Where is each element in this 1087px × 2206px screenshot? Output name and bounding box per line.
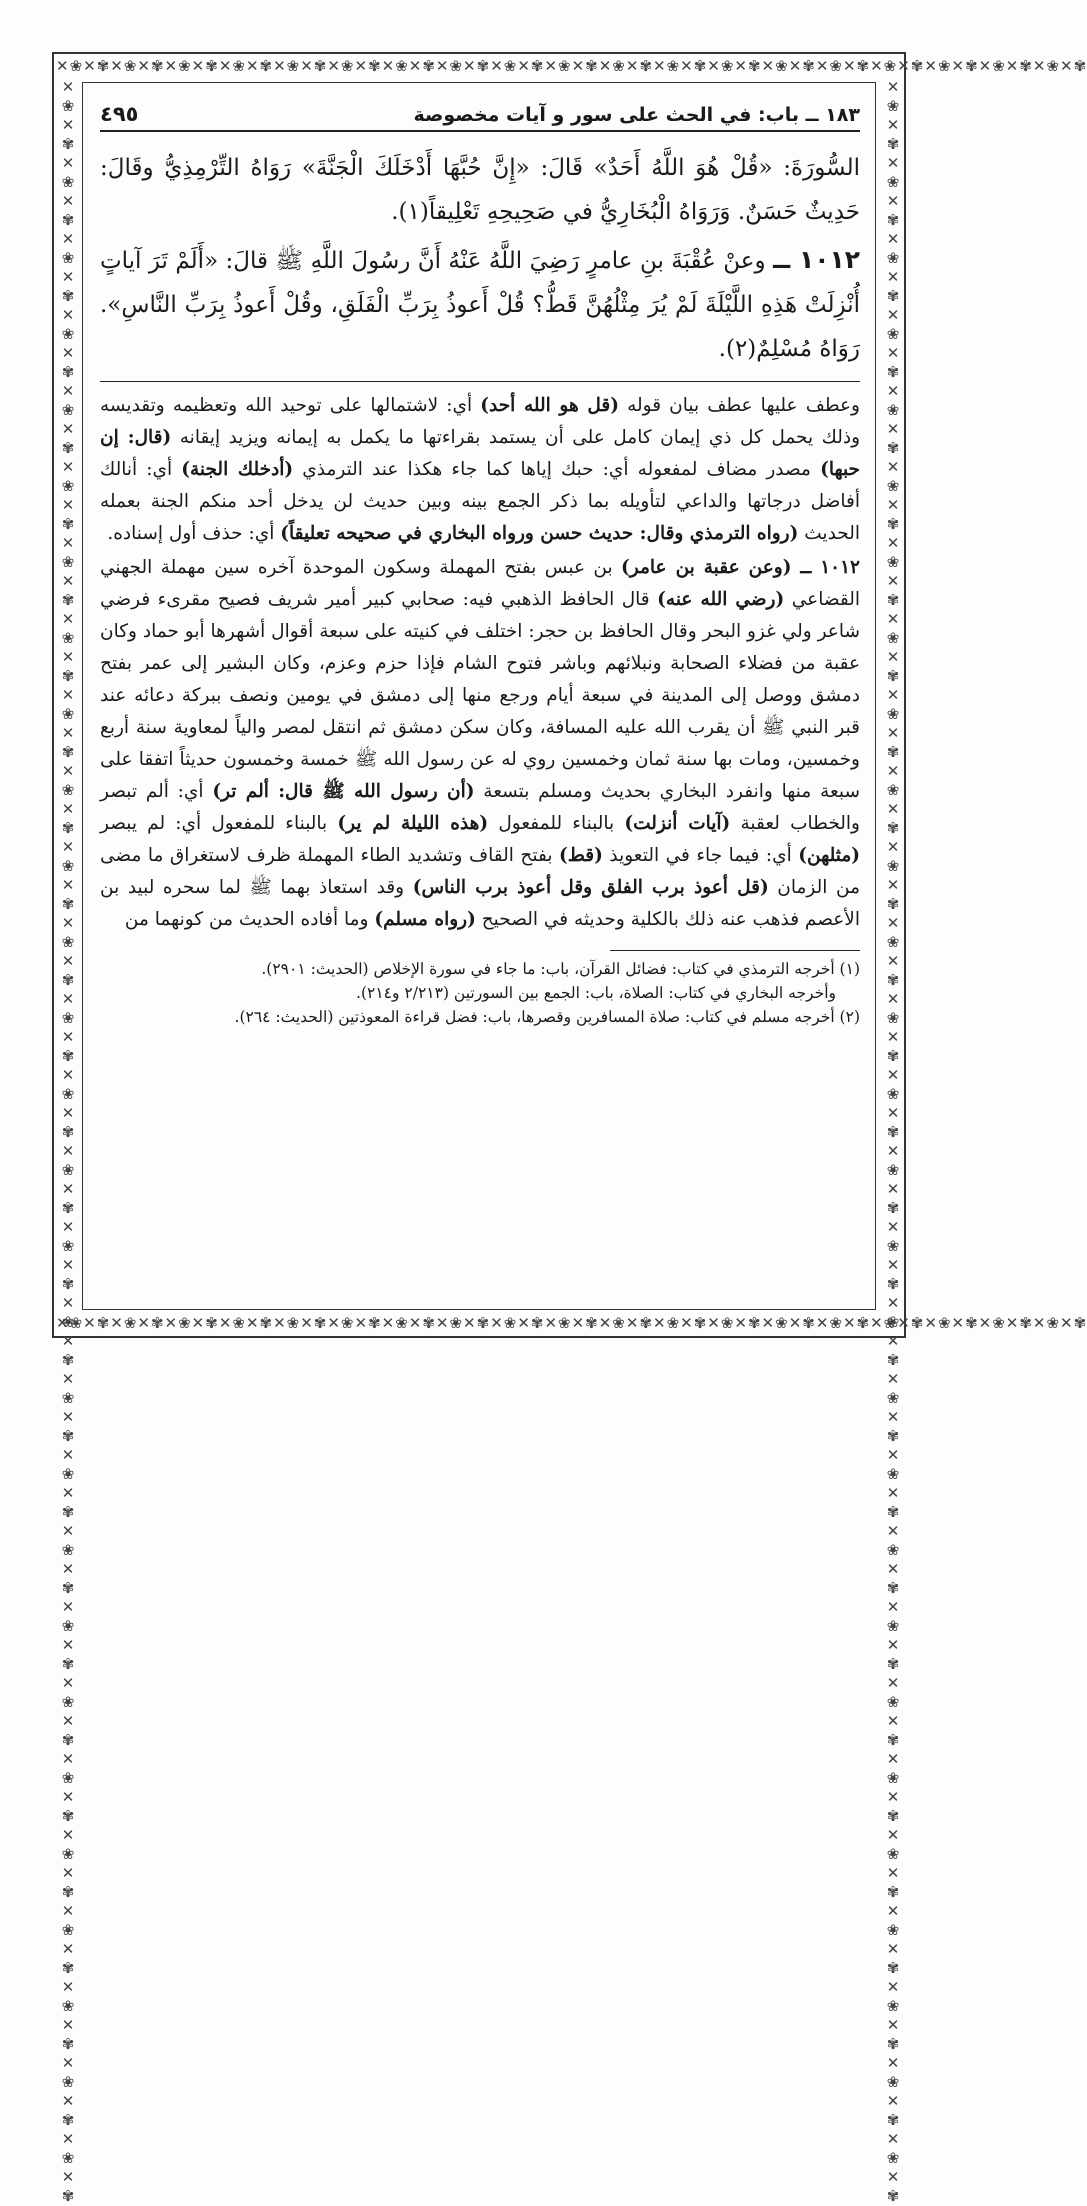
commentary-text: أي: لاشتمالها على توحيد الله وتعظيمه وتقديسه وذلك يحمل كل ذي إيمان كامل على أن يستمد بقراءتها ما يكمل به إيمانه ويزيد إيقانه: [100, 395, 860, 448]
commentary-section: [100, 390, 860, 936]
commentary-quote: (رواه مسلم): [374, 909, 476, 930]
hadith-number: ١٠١٢ ــ: [773, 245, 860, 274]
hadith-text: [100, 146, 860, 371]
page-header: [100, 92, 860, 132]
page-number: ٤٩٥: [100, 102, 139, 126]
commentary-text: بالبناء للمفعول أي: لم يبصر: [100, 813, 338, 834]
commentary-quote: (آيات أنزلت): [624, 813, 731, 834]
commentary-quote: (وعن عقبة بن عامر): [621, 557, 792, 578]
ornament-top-border: ✕❀✕✾✕❀✕✾✕❀✕✾✕❀✕✾✕❀✕✾✕❀✕✾✕❀✕✾✕❀✕✾✕❀✕✾✕❀✕✾✕❀✕✾✕❀✕✾✕❀✕✾✕❀✕✾✕❀✕✾✕❀✕✾✕❀✕✾✕❀✕✾✕❀✕✾: [56, 57, 1087, 75]
commentary-text: أي: حذف أول إسناده.: [107, 523, 281, 544]
footnote-1-continued: وأخرجه البخاري في كتاب: الصلاة، باب: الجمع بين السورتين (٢/٢١٣ و٢١٤).: [356, 984, 836, 1002]
commentary-quote: (أن رسول الله ﷺ قال: ألم تر): [212, 781, 475, 802]
commentary-text: قال الحافظ الذهبي فيه: صحابي كبير أمير شريف فصيح مقرىء فرضي شاعر ولي غزو البحر وقال الحافظ بن حجر: اختلف في كنيته على سبعة أقوال أشهرها أبو حماد وكان عقبة من فضلاء الصحابة ونبلائهم وباشر فتوح الشام فإذا حزم وعزم، وكان البشير إلى عمر بفتح دمشق ووصل إلى المدينة في سبعة أيام ورجع منها إلى دمشق في يومين ونصف ببركة دعائه عند قبر النبي ﷺ أن يقرب الله عليه المسافة، وكان سكن دمشق ثم انتقل لمصر والياً لمعاوية سنة أربع وخمسين، ومات بها سنة ثمان وخمسين روي له عن رسول الله ﷺ خمسة وخمسون حديثاً اتفقا على سبعة منها وانفرد البخاري بحديث ومسلم بتسعة: [100, 589, 860, 802]
commentary-quote: (مثلهن): [798, 845, 860, 866]
commentary-quote: (رضي الله عنه): [657, 589, 785, 610]
footnote-divider: [610, 950, 860, 951]
commentary-paragraph-1: [100, 390, 860, 550]
footnotes: [100, 957, 860, 1029]
section-divider: [100, 381, 860, 382]
footnote-2: (٢) أخرجه مسلم في كتاب: صلاة المسافرين وقصرها، باب: فضل قراءة المعوذتين (الحديث: ٢٦٤).: [234, 1008, 860, 1026]
commentary-quote: (أدخلك الجنة): [181, 459, 294, 480]
chapter-title: ١٨٣ ــ باب: في الحث على سور و آيات مخصوصة: [413, 104, 860, 126]
commentary-text: أي: أنالك أفاضل درجاتها والداعي لتأويله بما ذكر الجمع بينه وبين حديث لن يدخل أحد منكم الجنة بعمله الحديث: [100, 459, 860, 544]
commentary-quote: (قل أعوذ برب الفلق وقل أعوذ برب الناس): [412, 877, 769, 898]
hadith-paragraph-2: [100, 238, 860, 371]
hadith-paragraph-1: السُّورَةَ: «قُلْ هُوَ اللَّهُ أَحَدٌ» قَالَ: «إِنَّ حُبَّهَا أَدْخَلَكَ الْجَنَّةَ» رَوَاهُ التِّرْمِذِيُّ وقَالَ: حَدِيثٌ حَسَنٌ. وَرَوَاهُ الْبُخَارِيُّ في صَحِيحِهِ تَعْلِيقاً(١).: [100, 155, 860, 225]
ornament-right-border: ✕❀✕✾✕❀✕✾✕❀✕✾✕❀✕✾✕❀✕✾✕❀✕✾✕❀✕✾✕❀✕✾✕❀✕✾✕❀✕✾✕❀✕✾✕❀✕✾✕❀✕✾✕❀✕✾✕❀✕✾✕❀✕✾✕❀✕✾✕❀✕✾✕❀✕✾✕❀✕✾✕❀✕✾✕❀✕✾✕❀✕✾✕❀✕✾✕❀✕✾✕❀✕✾✕❀✕✾✕❀✕✾: [884, 78, 902, 2206]
commentary-quote: (رواه الترمذي وقال: حديث حسن ورواه البخاري في صحيحه تعليقاً): [280, 523, 799, 544]
hadith-body: وعنْ عُقْبَةَ بنِ عامرٍ رَضِيَ اللَّهُ عَنْهُ أَنَّ رسُولَ اللَّهِ ﷺ قالَ: «أَلَمْ تَرَ آياتٍ أُنْزِلَتْ هَذِهِ اللَّيْلَةَ لَمْ يُرَ مِثْلُهُنَّ قَطُّ؟ قُلْ أَعوذُ بِرَبِّ الْفَلَقِ، وقُلْ أَعوذُ بِرَبِّ النَّاسِ». رَوَاهُ مُسْلِمٌ(٢).: [100, 248, 860, 362]
commentary-text: مصدر مضاف لمفعوله أي: حبك إياها كما جاء هكذا عند الترمذي: [293, 459, 821, 480]
page-content: [100, 92, 860, 1029]
commentary-text: بالبناء للمفعول: [488, 813, 625, 834]
commentary-text: وما أفاده الحديث من كونهما من: [124, 909, 375, 930]
commentary-quote: (قال: إن حبها): [100, 427, 860, 480]
ornament-left-border: ✕❀✕✾✕❀✕✾✕❀✕✾✕❀✕✾✕❀✕✾✕❀✕✾✕❀✕✾✕❀✕✾✕❀✕✾✕❀✕✾✕❀✕✾✕❀✕✾✕❀✕✾✕❀✕✾✕❀✕✾✕❀✕✾✕❀✕✾✕❀✕✾✕❀✕✾✕❀✕✾✕❀✕✾✕❀✕✾✕❀✕✾✕❀✕✾✕❀✕✾✕❀✕✾✕❀✕✾✕❀✕✾: [59, 78, 77, 2206]
commentary-text: بفتح القاف وتشديد الطاء المهملة ظرف لاستغراق ما مضى من الزمان: [100, 845, 861, 898]
commentary-paragraph-2: [100, 552, 860, 936]
commentary-quote: (هذه الليلة لم ير): [337, 813, 489, 834]
commentary-quote: (قل هو الله أحد): [480, 395, 620, 416]
commentary-text: بن عبس بفتح المهملة وسكون الموحدة آخره سين مهملة الجهني القضاعي: [100, 557, 861, 610]
commentary-text: وقد استعاذ بهما ﷺ لما سحره لبيد بن الأعصم فذهب عنه ذلك بالكلية وحديثه في الصحيح: [100, 877, 860, 930]
commentary-text: وعطف عليها عطف بيان قوله: [619, 395, 860, 416]
ornament-bottom-border: ✕❀✕✾✕❀✕✾✕❀✕✾✕❀✕✾✕❀✕✾✕❀✕✾✕❀✕✾✕❀✕✾✕❀✕✾✕❀✕✾✕❀✕✾✕❀✕✾✕❀✕✾✕❀✕✾✕❀✕✾✕❀✕✾✕❀✕✾✕❀✕✾✕❀✕✾: [56, 1314, 1087, 1332]
commentary-quote: (قط): [558, 845, 603, 866]
commentary-text: أي: ألم تبصر والخطاب لعقبة: [100, 781, 860, 834]
commentary-hadith-number: ١٠١٢ ــ: [791, 557, 860, 578]
commentary-text: أي: فيما جاء في التعويذ: [602, 845, 799, 866]
footnote-1: (١) أخرجه الترمذي في كتاب: فضائل القرآن، باب: ما جاء في سورة الإخلاص (الحديث: ٢٩٠١).: [261, 960, 860, 978]
